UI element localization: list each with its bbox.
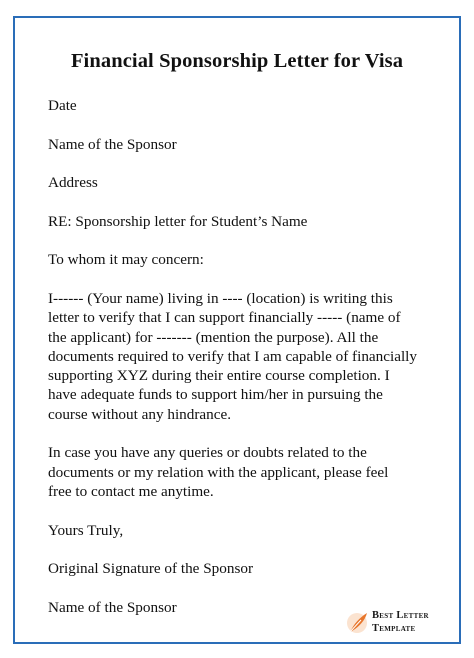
- logo-text: [372, 609, 429, 635]
- signature-line: Original Signature of the Sponsor: [48, 560, 254, 578]
- paragraph-line: letter to verify that I can support financially ----- (name of: [48, 309, 401, 327]
- brand-logo: [346, 610, 446, 636]
- paragraph-line: the applicant) for ------- (mention the purpose). All the: [48, 328, 379, 346]
- salutation: To whom it may concern:: [48, 251, 204, 269]
- paragraph-line: I------ (Your name) living in ---- (location) is writing this: [48, 289, 393, 307]
- paragraph-line: documents required to verify that I am capable of financially: [48, 347, 417, 365]
- paragraph-1: [48, 289, 440, 424]
- logo-line-1: Best Letter: [372, 610, 429, 621]
- logo-line-2: Template: [372, 623, 416, 634]
- address-line: Address: [48, 174, 98, 192]
- document-title: Financial Sponsorship Letter for Visa: [70, 50, 404, 72]
- quill-pen-icon: [346, 610, 370, 636]
- re-line: RE: Sponsorship letter for Student’s Name: [48, 212, 308, 230]
- paragraph-line: have adequate funds to support him/her in pursuing the: [48, 386, 383, 404]
- letter-body: [48, 96, 440, 617]
- paragraph-2: [48, 443, 440, 501]
- date-line: Date: [48, 97, 77, 114]
- paragraph-line: documents or my relation with the applicant, please feel: [48, 463, 389, 481]
- sponsor-name-footer: Name of the Sponsor: [48, 598, 177, 616]
- sponsor-name-line: Name of the Sponsor: [48, 135, 177, 153]
- paragraph-line: free to contact me anytime.: [48, 482, 214, 500]
- paragraph-line: In case you have any queries or doubts related to the: [48, 444, 367, 462]
- paragraph-line: supporting XYZ during their entire course completion. I: [48, 367, 390, 385]
- paragraph-line: course without any hindrance.: [48, 405, 232, 423]
- closing-line: Yours Truly,: [48, 521, 124, 539]
